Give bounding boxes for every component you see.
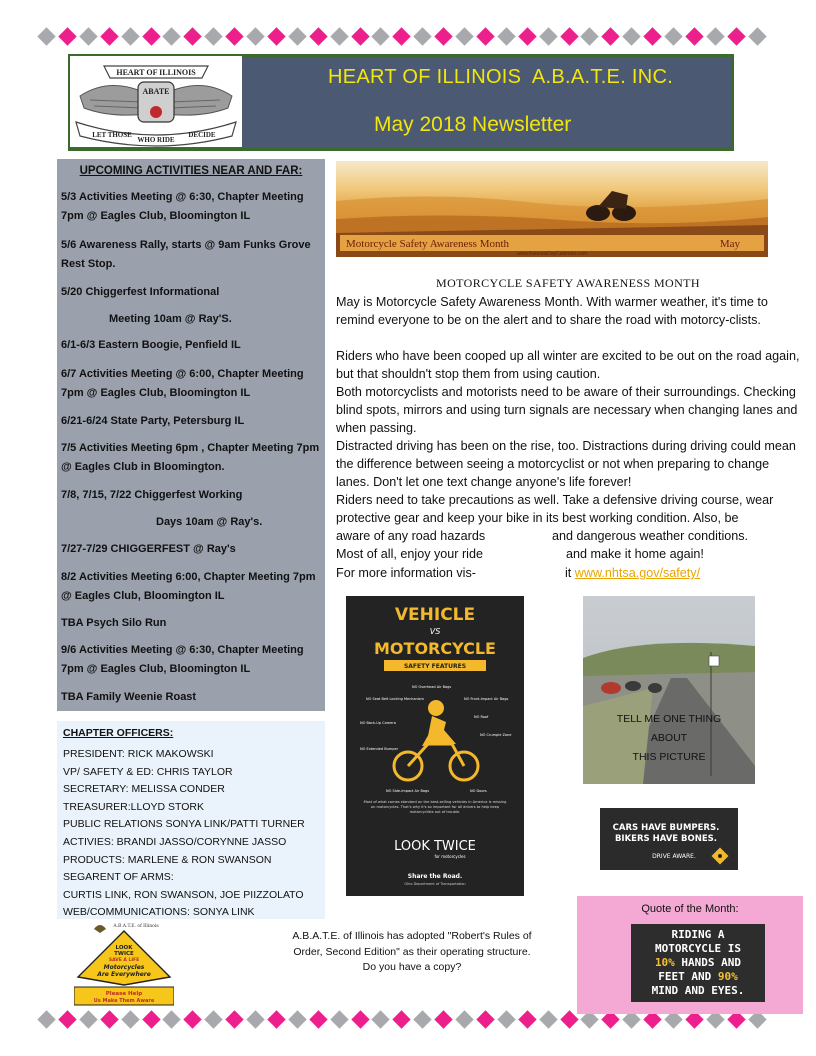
diamond-ornament <box>413 1010 431 1028</box>
banner-site: www.NationalDayCalendar.com <box>516 251 588 257</box>
quote-line: RIDING A <box>671 928 725 941</box>
activity-item: 5/20 Chiggerfest Informational <box>61 286 220 298</box>
quote-percent: 10% <box>654 956 675 969</box>
officer-line: CURTIS LINK, RON SWANSON, JOE PIIZZOLATO <box>63 888 304 901</box>
info-feature: NO Roof <box>474 715 489 719</box>
diamond-ornament <box>602 27 620 45</box>
diamond-ornament <box>204 1010 222 1028</box>
diamond-ornament <box>351 1010 369 1028</box>
officer-line: SEGARENT OF ARMS: <box>63 871 174 884</box>
diamond-ornament <box>79 1010 97 1028</box>
article-line: aware of any road hazards <box>336 529 486 543</box>
article-paragraph: May is Motorcycle Safety Awareness Month. With warmer weather, it's time to remind everyone to be on the alert and to share the road with motorcy-clists. <box>336 295 768 327</box>
sign-line: Motorcycles <box>103 964 145 971</box>
diamond-ornament <box>267 27 285 45</box>
diamond-ornament <box>225 1010 243 1028</box>
quote-line: MOTORCYCLE IS <box>654 942 742 955</box>
info-title-1: VEHICLE <box>394 605 476 625</box>
logo-top-text: HEART OF ILLINOIS <box>116 68 196 77</box>
info-feature: NO Seat Belt Locking Mechanism <box>366 697 424 701</box>
info-share-sub: Ohio Department of Transportation <box>404 882 466 886</box>
logo-motto-right: DECIDE <box>188 131 216 139</box>
diamond-ornament <box>372 27 390 45</box>
diamond-ornament <box>643 27 661 45</box>
diamond-ornament <box>727 27 745 45</box>
diamond-ornament <box>581 27 599 45</box>
article-line: Most of all, enjoy your ride <box>336 547 483 561</box>
officer-line: PRODUCTS: MARLENE & RON SWANSON <box>63 853 272 866</box>
diamond-ornament <box>142 27 160 45</box>
diamond-ornament <box>225 27 243 45</box>
svg-text:FEET AND 90% <box>658 970 738 983</box>
upcoming-activities-panel <box>57 159 325 711</box>
activity-item: 5/3 Activities Meeting @ 6:30, Chapter Meeting 7pm @ Eagles Club, Bloomington IL <box>61 191 304 222</box>
sign-line: SAVE A LIFE <box>108 958 140 963</box>
activity-item: 8/2 Activities Meeting 6:00, Chapter Meeting 7pm @ Eagles Club, Bloomington IL <box>61 571 316 602</box>
diamond-ornament <box>37 27 55 45</box>
activity-item: 6/1-6/3 Eastern Boogie, Penfield IL <box>61 339 241 351</box>
diamond-ornament <box>100 1010 118 1028</box>
article-paragraph: Both motorcyclists and motorists need to be aware of their surroundings. Checking blind spots, mirrors and using turn signals are necessary when changing lanes and when passing. <box>336 385 798 435</box>
diamond-ornament <box>518 1010 536 1028</box>
activity-item: TBA Family Weenie Roast <box>61 691 197 703</box>
info-feature: NO Extended Bumper <box>360 747 399 751</box>
diamond-ornament <box>539 1010 557 1028</box>
activity-item: 7/5 Activities Meeting 6pm , Chapter Meeting 7pm @ Eagles Club in Bloomington. <box>61 442 320 473</box>
diamond-ornament <box>372 1010 390 1028</box>
diamond-ornament <box>434 27 452 45</box>
diamond-ornament <box>309 27 327 45</box>
look-twice-sign <box>74 919 174 1009</box>
bumper-line-1: CARS HAVE BUMPERS. <box>612 823 720 833</box>
info-footnote: Most of what comes standard on the best-selling vehicles in America is missing on motorcycles. That's why it's so important for all drivers to help keep motorcyclists out of trouble. <box>363 800 507 814</box>
photo-caption: TELL ME ONE THING <box>616 713 722 725</box>
quote-label: Quote of the Month: <box>641 903 739 915</box>
diamond-ornament <box>142 1010 160 1028</box>
info-feature: NO Doors <box>470 789 487 793</box>
activities-title: UPCOMING ACTIVITIES NEAR AND FAR: <box>79 165 303 177</box>
quote-line: MIND AND EYES. <box>651 984 745 997</box>
diamond-ornament <box>539 27 557 45</box>
diamond-ornament <box>100 27 118 45</box>
diamond-ornament <box>664 27 682 45</box>
officer-line: SECRETARY: MELISSA CONDER <box>63 783 225 796</box>
top-diamond-border <box>40 26 780 52</box>
diamond-ornament <box>497 1010 515 1028</box>
chapter-officers-panel <box>57 721 325 919</box>
article-line: and dangerous weather conditions. <box>552 529 749 543</box>
banner-caption: Motorcycle Safety Awareness Month <box>346 238 510 250</box>
info-feature: NO Back-Up Camera <box>360 721 396 725</box>
bumper-line-2: BIKERS HAVE BONES. <box>614 834 718 844</box>
activity-item: 6/21-6/24 State Party, Petersburg IL <box>61 415 245 427</box>
info-brand: LOOK TWICE <box>394 839 476 854</box>
diamond-ornament <box>706 27 724 45</box>
quote-line: HANDS AND <box>674 956 742 969</box>
article-paragraph: Distracted driving has been on the rise, too. Distractions during driving could mean the difference between seeing a motorcyclist or not when preparing to change lanes. Don't let one text change anyone's life forever! <box>336 439 796 489</box>
photo-caption: ABOUT <box>650 732 688 744</box>
quote-of-the-month <box>577 896 803 1014</box>
diamond-ornament <box>497 27 515 45</box>
nhtsa-link[interactable]: www.nhtsa.gov/safety/ <box>574 566 701 580</box>
article-paragraph: Riders need to take precautions as well. Take a defensive driving course, wear protective gear and keep your bike in its best working condition. Also, be <box>336 493 774 525</box>
diamond-ornament <box>330 1010 348 1028</box>
officer-line: PUBLIC RELATIONS SONYA LINK/PATTI TURNER <box>63 818 305 831</box>
logo-motto-mid: WHO RIDE <box>137 136 175 144</box>
activity-item: Meeting 10am @ Ray'S. <box>109 313 232 325</box>
officer-line: WEB/COMMUNICATIONS: SONYA LINK <box>63 906 255 919</box>
diamond-ornament <box>434 1010 452 1028</box>
photo-caption: THIS PICTURE <box>632 751 706 763</box>
activity-item: 7/27-7/29 CHIGGERFEST @ Ray's <box>61 543 236 555</box>
quote-percent: 90% <box>717 970 738 983</box>
diamond-ornament <box>288 27 306 45</box>
info-brand-sub: for motorcycles <box>434 854 466 859</box>
banner-month: May <box>719 238 740 250</box>
quote-line: FEET AND <box>658 970 718 983</box>
activity-item: 9/6 Activities Meeting @ 6:30, Chapter Meeting 7pm @ Eagles Club, Bloomington IL <box>61 644 304 675</box>
bumper-sticker <box>600 808 738 870</box>
logo-motto-left: LET THOSE <box>92 131 132 139</box>
quote-card <box>631 924 765 1002</box>
diamond-ornament <box>246 27 264 45</box>
diamond-ornament <box>184 1010 202 1028</box>
diamond-ornament <box>476 27 494 45</box>
diamond-ornament <box>413 27 431 45</box>
sign-org: A.B.A.T.E. of Illinois <box>113 924 159 929</box>
sign-line: Us Make Them Aware <box>93 998 155 1004</box>
activity-item: TBA Psych Silo Run <box>61 617 167 629</box>
info-feature: NO Side-Impact Air Bags <box>386 789 430 793</box>
article-title: MOTORCYCLE SAFETY AWARENESS MONTH <box>436 276 700 290</box>
newsletter-issue: May 2018 Newsletter <box>374 113 572 136</box>
info-subtitle: SAFETY FEATURES <box>403 663 467 670</box>
info-feature: NO Front-Impact Air Bags <box>464 697 509 701</box>
svg-text:10% HANDS AND <box>655 956 741 969</box>
diamond-ornament <box>288 1010 306 1028</box>
info-feature: NO Crumple Zone <box>480 733 512 737</box>
article-line: and make it home again! <box>566 547 704 561</box>
safety-month-banner <box>336 161 768 257</box>
diamond-ornament <box>163 1010 181 1028</box>
info-title-2: MOTORCYCLE <box>374 639 496 658</box>
info-vs: VS <box>429 627 441 636</box>
diamond-ornament <box>455 1010 473 1028</box>
sign-line: TWICE <box>114 951 134 957</box>
sign-line: LOOK <box>115 945 133 951</box>
diamond-ornament <box>309 1010 327 1028</box>
info-share: Share the Road. <box>407 873 463 880</box>
officer-line: ACTIVIES: BRANDI JASSO/CORYNNE JASSO <box>63 836 287 848</box>
diamond-ornament <box>204 27 222 45</box>
activity-item: 6/7 Activities Meeting @ 6:00, Chapter Meeting 7pm @ Eagles Club, Bloomington IL <box>61 368 304 399</box>
diamond-ornament <box>351 27 369 45</box>
vehicle-vs-motorcycle-infographic <box>346 596 524 896</box>
diamond-ornament <box>685 27 703 45</box>
activity-item: Days 10am @ Ray's. <box>156 516 263 528</box>
diamond-ornament <box>518 27 536 45</box>
officer-line: TREASURER:LLOYD STORK <box>63 800 205 813</box>
diamond-ornament <box>748 27 766 45</box>
abate-logo <box>70 56 242 147</box>
road-photo <box>583 596 755 784</box>
bumper-line-3: DRIVE AWARE. <box>652 853 696 860</box>
diamond-ornament <box>121 27 139 45</box>
newsletter-title: HEART OF ILLINOIS A.B.A.T.E. INC. <box>328 66 674 88</box>
info-feature: NO Overhead Air Bags <box>412 685 452 689</box>
roberts-rules-note: A.B.A.T.E. of Illinois has adopted "Robert's Rules of Order, Second Edition" as their operating structure. Do you have a copy? <box>292 930 532 974</box>
activity-item: 7/8, 7/15, 7/22 Chiggerfest Working <box>61 489 243 501</box>
diamond-ornament <box>393 27 411 45</box>
diamond-ornament <box>622 27 640 45</box>
diamond-ornament <box>267 1010 285 1028</box>
diamond-ornament <box>330 27 348 45</box>
diamond-ornament <box>476 1010 494 1028</box>
diamond-ornament <box>455 27 473 45</box>
diamond-ornament <box>79 27 97 45</box>
officers-title: CHAPTER OFFICERS: <box>63 727 174 739</box>
officer-line: PRESIDENT: RICK MAKOWSKI <box>63 748 214 760</box>
diamond-ornament <box>58 1010 76 1028</box>
sign-line: Are Everywhere <box>97 971 151 978</box>
diamond-ornament <box>163 27 181 45</box>
officer-line: VP/ SAFETY & ED: CHRIS TAYLOR <box>63 765 233 778</box>
diamond-ornament <box>37 1010 55 1028</box>
diamond-ornament <box>58 27 76 45</box>
diamond-ornament <box>560 27 578 45</box>
diamond-ornament <box>246 1010 264 1028</box>
article-line: it <box>565 566 572 580</box>
diamond-ornament <box>560 1010 578 1028</box>
logo-center-text: ABATE <box>142 87 170 96</box>
article-line: For more information vis- <box>336 566 476 580</box>
diamond-ornament <box>184 27 202 45</box>
diamond-ornament <box>121 1010 139 1028</box>
sign-line: Please Help <box>105 991 143 997</box>
article-paragraph: Riders who have been cooped up all winter are excited to be out on the road again, but that shouldn't stop them from using caution. <box>336 349 800 381</box>
diamond-ornament <box>393 1010 411 1028</box>
activity-item: 5/6 Awareness Rally, starts @ 9am Funks Grove Rest Stop. <box>61 239 311 270</box>
